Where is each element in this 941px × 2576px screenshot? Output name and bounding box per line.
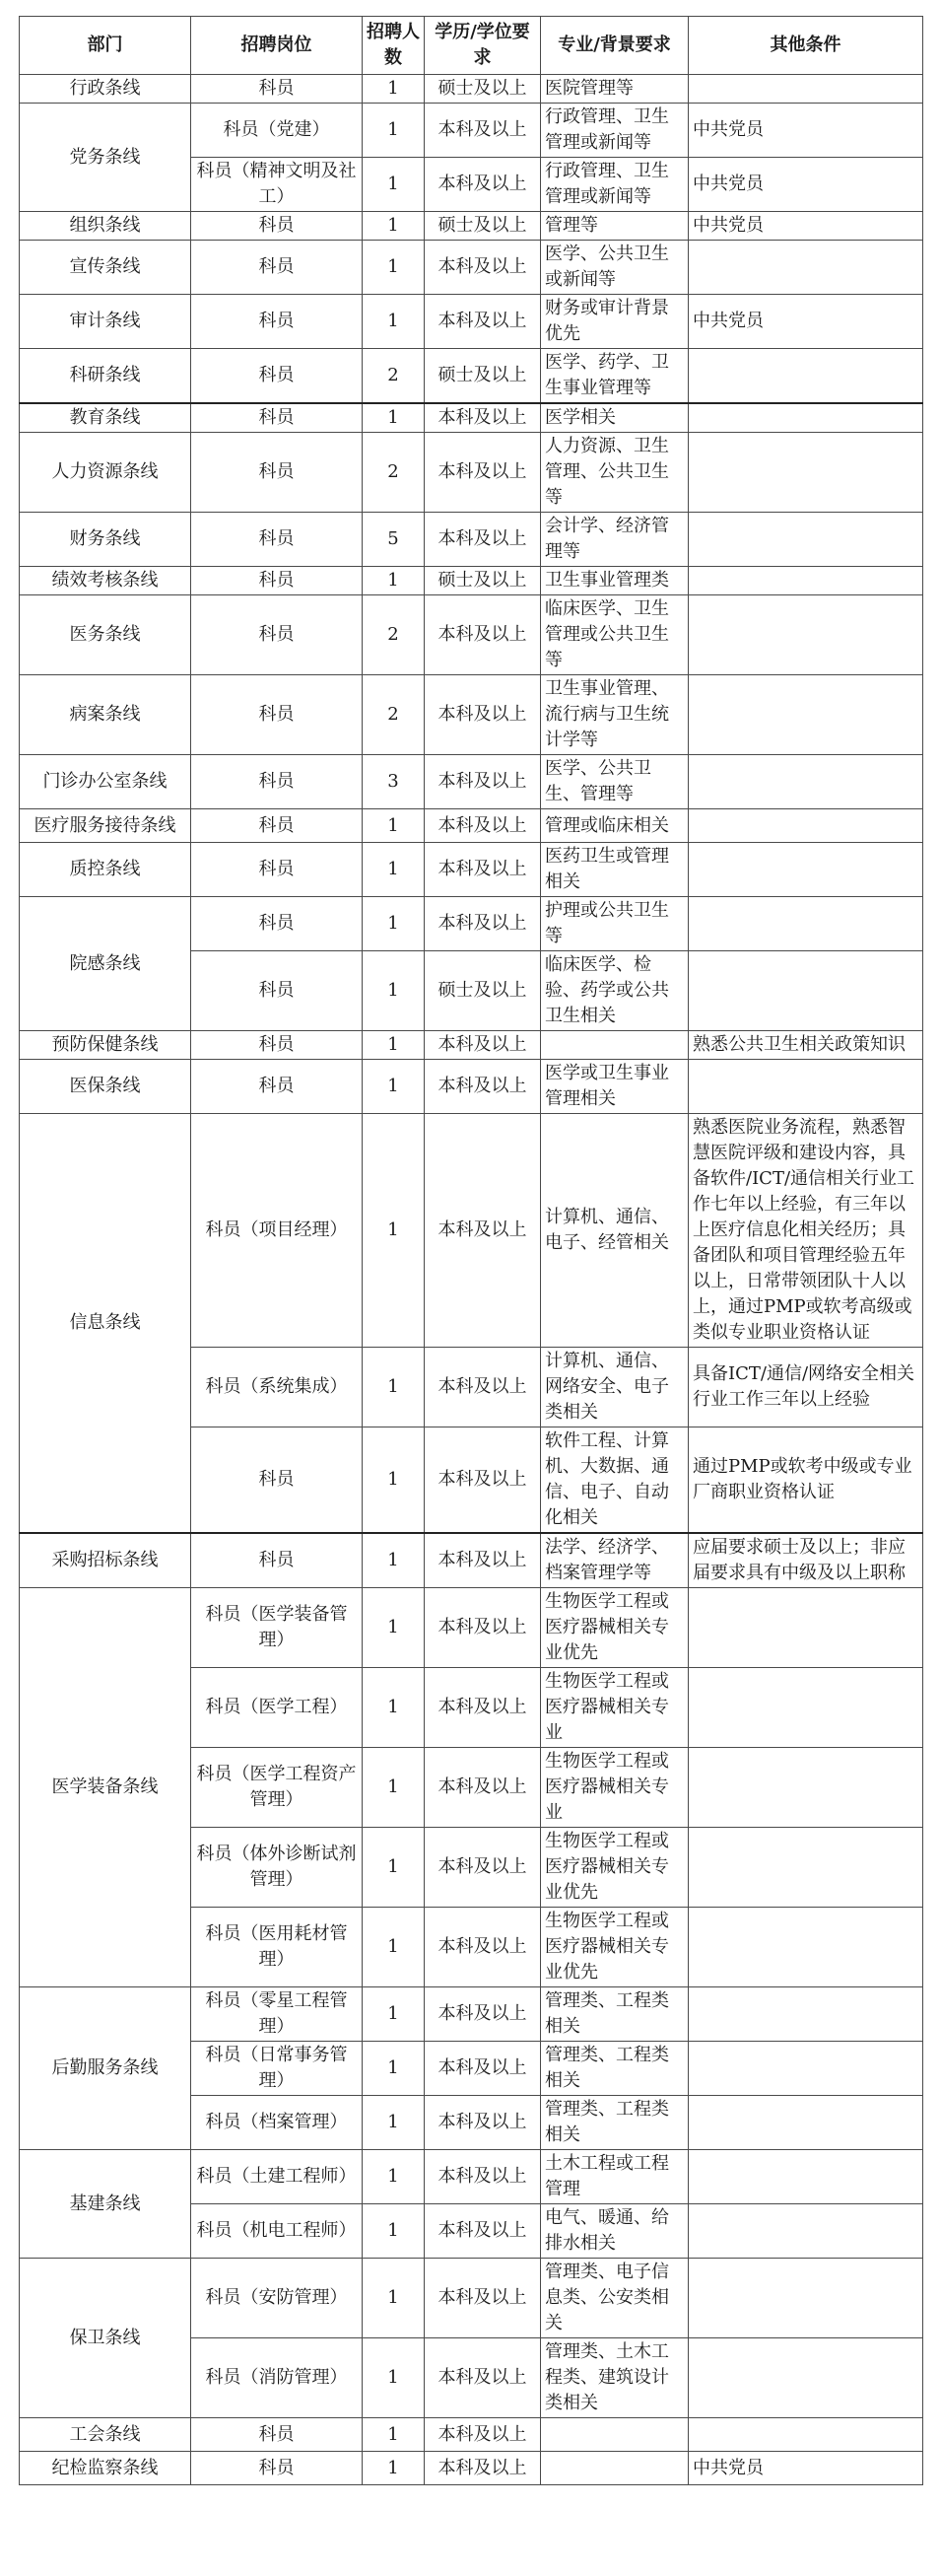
cell-major: 管理类、工程类相关 xyxy=(541,2096,689,2150)
cell-edu: 本科及以上 xyxy=(425,843,541,897)
cell-count: 1 xyxy=(363,1348,425,1427)
cell-other xyxy=(689,1588,923,1668)
cell-dept: 党务条线 xyxy=(20,104,191,212)
cell-edu: 硕士及以上 xyxy=(425,951,541,1031)
cell-other xyxy=(689,513,923,567)
cell-dept: 医学装备条线 xyxy=(20,1588,191,1987)
cell-count: 1 xyxy=(363,75,425,104)
cell-major: 生物医学工程或医疗器械相关专业 xyxy=(541,1668,689,1748)
cell-major: 行政管理、卫生管理或新闻等 xyxy=(541,104,689,158)
table-row xyxy=(20,1533,923,1588)
table-header-row xyxy=(20,17,923,75)
cell-post: 科员 xyxy=(191,212,363,241)
cell-edu: 本科及以上 xyxy=(425,2418,541,2452)
table-row xyxy=(20,1031,923,1060)
cell-count: 1 xyxy=(363,2418,425,2452)
cell-major: 管理类、土木工程类、建筑设计类相关 xyxy=(541,2338,689,2418)
cell-count: 1 xyxy=(363,2042,425,2096)
cell-other: 熟悉公共卫生相关政策知识 xyxy=(689,1031,923,1060)
cell-count: 1 xyxy=(363,1987,425,2042)
cell-edu: 本科及以上 xyxy=(425,2042,541,2096)
cell-other: 中共党员 xyxy=(689,295,923,349)
cell-edu: 本科及以上 xyxy=(425,403,541,433)
cell-dept: 人力资源条线 xyxy=(20,433,191,513)
cell-post: 科员（医用耗材管理） xyxy=(191,1908,363,1987)
table-row xyxy=(20,755,923,809)
cell-post: 科员 xyxy=(191,595,363,675)
table-row xyxy=(20,2259,923,2338)
table-row xyxy=(20,349,923,404)
cell-major: 会计学、经济管理等 xyxy=(541,513,689,567)
cell-count: 1 xyxy=(363,2096,425,2150)
table-row xyxy=(20,897,923,951)
cell-post: 科员 xyxy=(191,809,363,843)
cell-count: 1 xyxy=(363,1828,425,1908)
cell-edu: 本科及以上 xyxy=(425,158,541,212)
cell-count: 1 xyxy=(363,567,425,595)
cell-dept: 审计条线 xyxy=(20,295,191,349)
cell-other xyxy=(689,595,923,675)
cell-other: 中共党员 xyxy=(689,158,923,212)
table-row xyxy=(20,212,923,241)
cell-major: 财务或审计背景优先 xyxy=(541,295,689,349)
cell-post: 科员 xyxy=(191,1031,363,1060)
cell-count: 1 xyxy=(363,158,425,212)
header-other: 其他条件 xyxy=(689,17,923,75)
cell-post: 科员（档案管理） xyxy=(191,2096,363,2150)
cell-major: 土木工程或工程管理 xyxy=(541,2150,689,2204)
cell-dept: 组织条线 xyxy=(20,212,191,241)
cell-count: 1 xyxy=(363,1427,425,1534)
cell-count: 1 xyxy=(363,212,425,241)
cell-post: 科员 xyxy=(191,2418,363,2452)
cell-edu: 本科及以上 xyxy=(425,2452,541,2485)
cell-post: 科员（零星工程管理） xyxy=(191,1987,363,2042)
cell-major: 软件工程、计算机、大数据、通信、电子、自动化相关 xyxy=(541,1427,689,1534)
table-row xyxy=(20,843,923,897)
cell-post: 科员（医学装备管理） xyxy=(191,1588,363,1668)
cell-dept: 行政条线 xyxy=(20,75,191,104)
cell-count: 2 xyxy=(363,595,425,675)
table-row xyxy=(20,595,923,675)
cell-edu: 本科及以上 xyxy=(425,1987,541,2042)
cell-edu: 本科及以上 xyxy=(425,241,541,295)
table-row xyxy=(20,2452,923,2485)
cell-post: 科员（安防管理） xyxy=(191,2259,363,2338)
cell-dept: 采购招标条线 xyxy=(20,1533,191,1588)
cell-major: 医学、公共卫生、管理等 xyxy=(541,755,689,809)
cell-post: 科员 xyxy=(191,403,363,433)
cell-dept: 后勤服务条线 xyxy=(20,1987,191,2150)
cell-edu: 本科及以上 xyxy=(425,1427,541,1534)
cell-major: 管理等 xyxy=(541,212,689,241)
cell-dept: 病案条线 xyxy=(20,675,191,755)
cell-count: 1 xyxy=(363,1533,425,1588)
recruitment-table xyxy=(19,16,923,2485)
cell-edu: 本科及以上 xyxy=(425,2338,541,2418)
header-post: 招聘岗位 xyxy=(191,17,363,75)
cell-post: 科员 xyxy=(191,2452,363,2485)
cell-edu: 本科及以上 xyxy=(425,1588,541,1668)
cell-post: 科员（消防管理） xyxy=(191,2338,363,2418)
cell-dept: 科研条线 xyxy=(20,349,191,404)
cell-edu: 本科及以上 xyxy=(425,1533,541,1588)
cell-count: 1 xyxy=(363,2259,425,2338)
cell-major: 生物医学工程或医疗器械相关专业优先 xyxy=(541,1588,689,1668)
cell-other: 熟悉医院业务流程，熟悉智慧医院评级和建设内容，具备软件/ICT/通信相关行业工作七年以上经验，有三年以上医疗信息化相关经历；具备团队和项目管理经验五年以上，日常带领团队十人以上，通过PMP或软考高级或类似专业职业资格认证 xyxy=(689,1114,923,1348)
cell-dept: 医保条线 xyxy=(20,1060,191,1114)
cell-other xyxy=(689,1828,923,1908)
cell-count: 1 xyxy=(363,2150,425,2204)
cell-other xyxy=(689,403,923,433)
cell-edu: 本科及以上 xyxy=(425,433,541,513)
cell-edu: 本科及以上 xyxy=(425,513,541,567)
cell-major: 医学、公共卫生或新闻等 xyxy=(541,241,689,295)
table-row xyxy=(20,2150,923,2204)
cell-other xyxy=(689,1668,923,1748)
cell-dept: 基建条线 xyxy=(20,2150,191,2259)
cell-dept: 医疗服务接待条线 xyxy=(20,809,191,843)
cell-other xyxy=(689,241,923,295)
cell-post: 科员 xyxy=(191,567,363,595)
table-row xyxy=(20,241,923,295)
cell-other: 中共党员 xyxy=(689,104,923,158)
header-dept: 部门 xyxy=(20,17,191,75)
cell-edu: 本科及以上 xyxy=(425,1114,541,1348)
table-row xyxy=(20,567,923,595)
cell-edu: 硕士及以上 xyxy=(425,212,541,241)
cell-edu: 本科及以上 xyxy=(425,675,541,755)
table-row xyxy=(20,809,923,843)
table-row xyxy=(20,2418,923,2452)
cell-post: 科员 xyxy=(191,349,363,404)
cell-other xyxy=(689,1908,923,1987)
cell-other xyxy=(689,2096,923,2150)
cell-count: 1 xyxy=(363,2204,425,2259)
cell-edu: 本科及以上 xyxy=(425,2096,541,2150)
cell-count: 1 xyxy=(363,1668,425,1748)
cell-dept: 质控条线 xyxy=(20,843,191,897)
cell-major: 护理或公共卫生等 xyxy=(541,897,689,951)
cell-edu: 本科及以上 xyxy=(425,755,541,809)
cell-edu: 本科及以上 xyxy=(425,2259,541,2338)
cell-count: 2 xyxy=(363,349,425,404)
cell-post: 科员 xyxy=(191,755,363,809)
cell-post: 科员 xyxy=(191,1060,363,1114)
cell-post: 科员（党建） xyxy=(191,104,363,158)
cell-major xyxy=(541,2418,689,2452)
cell-count: 1 xyxy=(363,295,425,349)
cell-edu: 本科及以上 xyxy=(425,1908,541,1987)
cell-count: 1 xyxy=(363,1031,425,1060)
cell-count: 2 xyxy=(363,433,425,513)
cell-edu: 本科及以上 xyxy=(425,809,541,843)
cell-other: 中共党员 xyxy=(689,2452,923,2485)
cell-other xyxy=(689,2259,923,2338)
cell-major: 法学、经济学、档案管理学等 xyxy=(541,1533,689,1588)
table-row xyxy=(20,295,923,349)
cell-major: 卫生事业管理类 xyxy=(541,567,689,595)
cell-major: 医学、药学、卫生事业管理等 xyxy=(541,349,689,404)
cell-other: 应届要求硕士及以上；非应届要求具有中级及以上职称 xyxy=(689,1533,923,1588)
cell-edu: 本科及以上 xyxy=(425,1748,541,1828)
cell-other xyxy=(689,567,923,595)
cell-other: 中共党员 xyxy=(689,212,923,241)
cell-post: 科员 xyxy=(191,241,363,295)
cell-edu: 本科及以上 xyxy=(425,1348,541,1427)
cell-major xyxy=(541,2452,689,2485)
cell-edu: 硕士及以上 xyxy=(425,75,541,104)
cell-other xyxy=(689,433,923,513)
cell-other xyxy=(689,1060,923,1114)
cell-edu: 本科及以上 xyxy=(425,897,541,951)
cell-major: 临床医学、卫生管理或公共卫生等 xyxy=(541,595,689,675)
cell-dept: 工会条线 xyxy=(20,2418,191,2452)
cell-major: 医药卫生或管理相关 xyxy=(541,843,689,897)
table-row xyxy=(20,433,923,513)
cell-post: 科员（医学工程资产管理） xyxy=(191,1748,363,1828)
cell-count: 1 xyxy=(363,241,425,295)
cell-post: 科员 xyxy=(191,843,363,897)
cell-count: 1 xyxy=(363,1748,425,1828)
header-count: 招聘人数 xyxy=(363,17,425,75)
table-row xyxy=(20,1588,923,1668)
cell-other xyxy=(689,2042,923,2096)
cell-major: 计算机、通信、网络安全、电子类相关 xyxy=(541,1348,689,1427)
cell-post: 科员 xyxy=(191,951,363,1031)
cell-other: 通过PMP或软考中级或专业厂商职业资格认证 xyxy=(689,1427,923,1534)
cell-post: 科员（医学工程） xyxy=(191,1668,363,1748)
cell-major xyxy=(541,1031,689,1060)
cell-major: 电气、暖通、给排水相关 xyxy=(541,2204,689,2259)
cell-dept: 保卫条线 xyxy=(20,2259,191,2418)
cell-edu: 本科及以上 xyxy=(425,295,541,349)
cell-post: 科员 xyxy=(191,295,363,349)
cell-count: 1 xyxy=(363,1588,425,1668)
cell-post: 科员 xyxy=(191,675,363,755)
cell-other xyxy=(689,2150,923,2204)
cell-count: 1 xyxy=(363,1908,425,1987)
cell-dept: 门诊办公室条线 xyxy=(20,755,191,809)
cell-edu: 本科及以上 xyxy=(425,104,541,158)
cell-post: 科员（机电工程师） xyxy=(191,2204,363,2259)
cell-other xyxy=(689,951,923,1031)
cell-post: 科员 xyxy=(191,433,363,513)
cell-dept: 宣传条线 xyxy=(20,241,191,295)
cell-dept: 绩效考核条线 xyxy=(20,567,191,595)
table-row xyxy=(20,513,923,567)
cell-major: 管理类、电子信息类、公安类相关 xyxy=(541,2259,689,2338)
cell-edu: 本科及以上 xyxy=(425,2204,541,2259)
cell-dept: 信息条线 xyxy=(20,1114,191,1534)
cell-edu: 本科及以上 xyxy=(425,1828,541,1908)
cell-other: 具备ICT/通信/网络安全相关行业工作三年以上经验 xyxy=(689,1348,923,1427)
cell-post: 科员（项目经理） xyxy=(191,1114,363,1348)
table-row xyxy=(20,403,923,433)
cell-post: 科员（日常事务管理） xyxy=(191,2042,363,2096)
cell-dept: 纪检监察条线 xyxy=(20,2452,191,2485)
cell-edu: 硕士及以上 xyxy=(425,567,541,595)
cell-major: 生物医学工程或医疗器械相关专业优先 xyxy=(541,1828,689,1908)
cell-major: 生物医学工程或医疗器械相关专业优先 xyxy=(541,1908,689,1987)
cell-other xyxy=(689,843,923,897)
cell-other xyxy=(689,75,923,104)
cell-post: 科员 xyxy=(191,897,363,951)
cell-count: 1 xyxy=(363,2452,425,2485)
table-row xyxy=(20,75,923,104)
table-row xyxy=(20,1114,923,1348)
cell-count: 1 xyxy=(363,403,425,433)
cell-count: 1 xyxy=(363,843,425,897)
cell-major: 医学或卫生事业管理相关 xyxy=(541,1060,689,1114)
cell-dept: 教育条线 xyxy=(20,403,191,433)
cell-other xyxy=(689,809,923,843)
cell-other xyxy=(689,2204,923,2259)
table-row xyxy=(20,1987,923,2042)
cell-edu: 本科及以上 xyxy=(425,595,541,675)
cell-major: 管理类、工程类相关 xyxy=(541,1987,689,2042)
cell-major: 医院管理等 xyxy=(541,75,689,104)
cell-major: 临床医学、检验、药学或公共卫生相关 xyxy=(541,951,689,1031)
cell-post: 科员（体外诊断试剂管理） xyxy=(191,1828,363,1908)
cell-edu: 本科及以上 xyxy=(425,1060,541,1114)
cell-major: 生物医学工程或医疗器械相关专业 xyxy=(541,1748,689,1828)
cell-other xyxy=(689,2418,923,2452)
cell-dept: 医务条线 xyxy=(20,595,191,675)
cell-post: 科员 xyxy=(191,75,363,104)
table-row xyxy=(20,675,923,755)
cell-post: 科员（精神文明及社工） xyxy=(191,158,363,212)
cell-major: 行政管理、卫生管理或新闻等 xyxy=(541,158,689,212)
cell-other xyxy=(689,897,923,951)
cell-count: 5 xyxy=(363,513,425,567)
cell-other xyxy=(689,2338,923,2418)
cell-count: 2 xyxy=(363,675,425,755)
cell-post: 科员 xyxy=(191,513,363,567)
cell-other xyxy=(689,349,923,404)
cell-count: 1 xyxy=(363,1060,425,1114)
cell-edu: 硕士及以上 xyxy=(425,349,541,404)
cell-major: 医学相关 xyxy=(541,403,689,433)
cell-dept: 院感条线 xyxy=(20,897,191,1031)
cell-post: 科员 xyxy=(191,1427,363,1534)
header-major: 专业/背景要求 xyxy=(541,17,689,75)
cell-major: 管理类、工程类相关 xyxy=(541,2042,689,2096)
cell-count: 1 xyxy=(363,104,425,158)
cell-dept: 财务条线 xyxy=(20,513,191,567)
cell-count: 3 xyxy=(363,755,425,809)
cell-major: 卫生事业管理、流行病与卫生统计学等 xyxy=(541,675,689,755)
header-edu: 学历/学位要求 xyxy=(425,17,541,75)
cell-other xyxy=(689,755,923,809)
cell-major: 人力资源、卫生管理、公共卫生等 xyxy=(541,433,689,513)
table-row xyxy=(20,1060,923,1114)
cell-other xyxy=(689,675,923,755)
cell-other xyxy=(689,1748,923,1828)
cell-count: 1 xyxy=(363,1114,425,1348)
cell-post: 科员 xyxy=(191,1533,363,1588)
cell-edu: 本科及以上 xyxy=(425,2150,541,2204)
cell-count: 1 xyxy=(363,2338,425,2418)
cell-edu: 本科及以上 xyxy=(425,1668,541,1748)
cell-post: 科员（系统集成） xyxy=(191,1348,363,1427)
cell-other xyxy=(689,1987,923,2042)
cell-count: 1 xyxy=(363,951,425,1031)
table-row xyxy=(20,104,923,158)
cell-count: 1 xyxy=(363,809,425,843)
cell-major: 计算机、通信、电子、经管相关 xyxy=(541,1114,689,1348)
cell-post: 科员（土建工程师） xyxy=(191,2150,363,2204)
cell-count: 1 xyxy=(363,897,425,951)
cell-edu: 本科及以上 xyxy=(425,1031,541,1060)
cell-dept: 预防保健条线 xyxy=(20,1031,191,1060)
cell-major: 管理或临床相关 xyxy=(541,809,689,843)
